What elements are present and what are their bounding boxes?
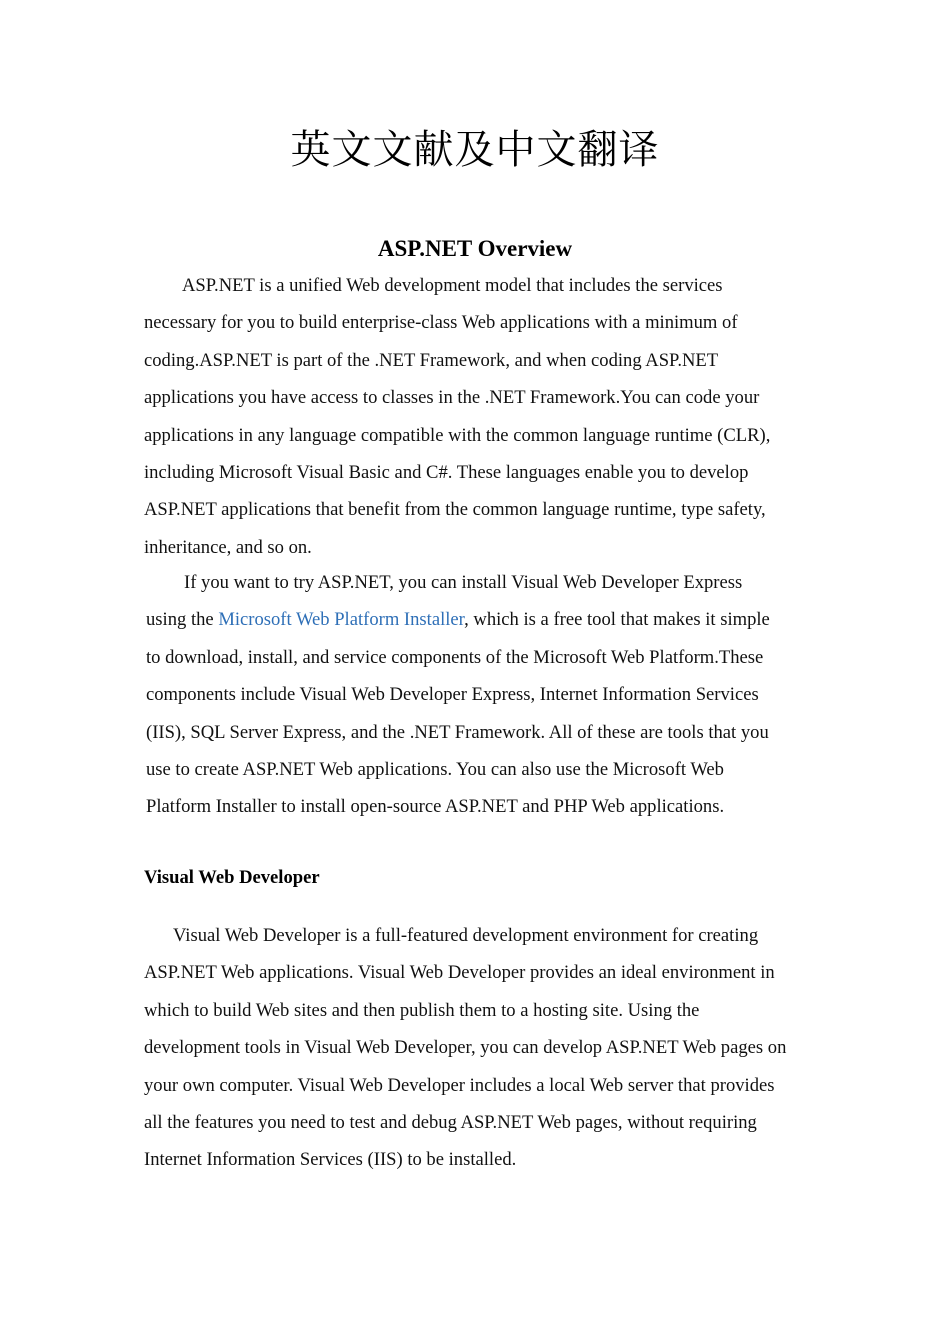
subheading-visual-web-developer: Visual Web Developer	[144, 867, 320, 888]
page-title: 英文文献及中文翻译	[290, 127, 660, 173]
paragraph-line: development tools in Visual Web Developer, you can develop ASP.NET Web pages on	[144, 1037, 787, 1059]
paragraph-line: which to build Web sites and then publish them to a hosting site. Using the	[144, 999, 700, 1021]
paragraph-visual-web-developer	[144, 917, 786, 1179]
paragraph-installer	[146, 564, 770, 826]
paragraph-line: inheritance, and so on.	[144, 536, 312, 558]
paragraph-line: (IIS), SQL Server Express, and the .NET Framework. All of these are tools that you	[146, 721, 769, 743]
paragraph-line: Visual Web Developer is a full-featured development environment for creating	[173, 925, 759, 946]
paragraph-line: to download, install, and service components of the Microsoft Web Platform.These	[146, 646, 764, 668]
paragraph-line: ASP.NET Web applications. Visual Web Developer provides an ideal environment in	[144, 962, 775, 984]
paragraph-line: coding.ASP.NET is part of the .NET Framework, and when coding ASP.NET	[144, 349, 719, 371]
paragraph-line: If you want to try ASP.NET, you can install Visual Web Developer Express	[184, 572, 743, 593]
paragraph-line: applications you have access to classes in the .NET Framework.You can code your	[144, 387, 760, 409]
paragraph-line: necessary for you to build enterprise-class Web applications with a minimum of	[144, 312, 738, 334]
paragraph-line: including Microsoft Visual Basic and C#. These languages enable you to develop	[144, 461, 749, 483]
paragraph-line: components include Visual Web Developer Express, Internet Information Services	[146, 684, 759, 706]
paragraph-line: ASP.NET applications that benefit from the common language runtime, type safety,	[144, 499, 766, 521]
text-after-link: , which is a free tool that makes it simple	[464, 609, 770, 631]
paragraph-line-with-link	[146, 601, 770, 638]
paragraph-line: Platform Installer to install open-source ASP.NET and PHP Web applications.	[146, 796, 725, 818]
section-heading: ASP.NET Overview	[377, 236, 573, 261]
paragraph-line: applications in any language compatible with the common language runtime (CLR),	[144, 424, 771, 446]
paragraph-line: ASP.NET is a unified Web development model that includes the services	[182, 275, 723, 296]
paragraph-line: all the features you need to test and debug ASP.NET Web pages, without requiring	[144, 1111, 757, 1133]
paragraph-overview	[144, 267, 770, 566]
paragraph-line: your own computer. Visual Web Developer includes a local Web server that provides	[144, 1074, 775, 1096]
paragraph-line: use to create ASP.NET Web applications. You can also use the Microsoft Web	[146, 758, 724, 780]
paragraph-line: Internet Information Services (IIS) to be installed.	[144, 1149, 517, 1171]
text-before-link: using the	[146, 609, 219, 631]
web-platform-installer-link[interactable]: Microsoft Web Platform Installer	[218, 609, 465, 631]
